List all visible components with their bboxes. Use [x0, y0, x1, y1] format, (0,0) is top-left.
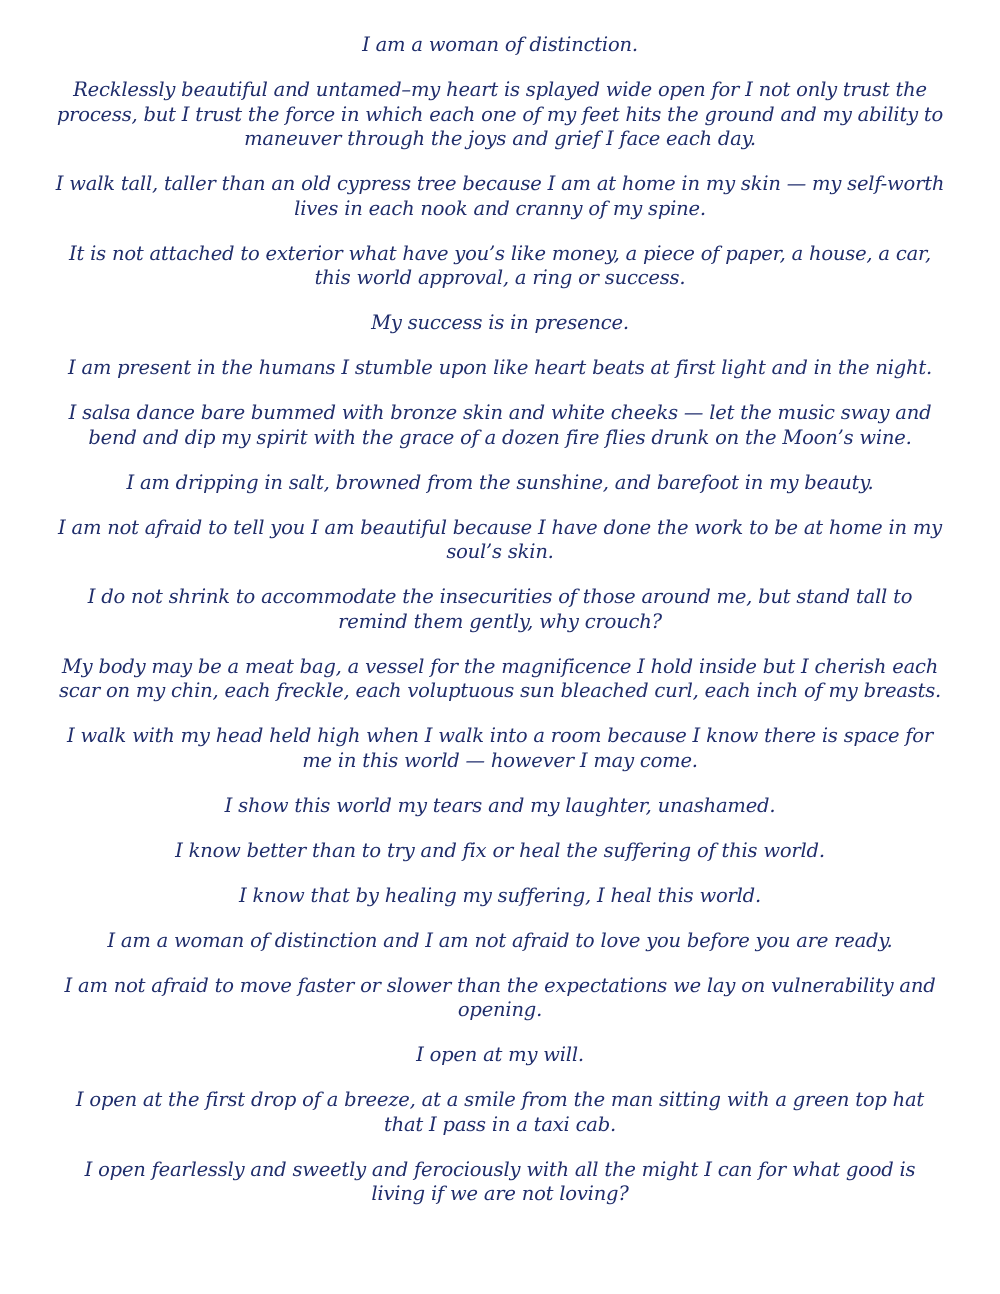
- stanza-20: I open fearlessly and sweetly and ferociously with all the might I can for what good is living if we are not loving?: [84, 1157, 916, 1205]
- stanza-4: It is not attached to exterior what have you’s like money, a piece of paper, a house, a car, this world approval, a ring or success.: [69, 241, 931, 289]
- stanza-12: I walk with my head held high when I walk into a room because I know there is space for me in this world — however I may come.: [67, 724, 933, 772]
- stanza-8: I am dripping in salt, browned from the sunshine, and barefoot in my beauty.: [126, 470, 874, 494]
- stanza-19: I open at the first drop of a breeze, at a smile from the man sitting with a green top hat that I pass in a taxi cab.: [75, 1088, 925, 1136]
- stanza-16: I am a woman of distinction and I am not afraid to love you before you are ready.: [107, 928, 893, 952]
- stanza-11: My body may be a meat bag, a vessel for the magnificence I hold inside but I cherish each scar on my chin, each freckle, each voluptuous sun bleached curl, each inch of my breasts.: [58, 654, 942, 702]
- stanza-9: I am not afraid to tell you I am beautiful because I have done the work to be at home in my soul’s skin.: [58, 515, 942, 563]
- stanza-14: I know better than to try and fix or heal the suffering of this world.: [175, 838, 825, 862]
- stanza-2: Recklessly beautiful and untamed–my heart is splayed wide open for I not only trust the process, but I trust the force in which each one of my feet hits the ground and my ability to maneuver through the joys and grief I face each day.: [56, 78, 944, 150]
- stanza-15: I know that by healing my suffering, I heal this world.: [239, 883, 761, 907]
- stanza-13: I show this world my tears and my laughter, unashamed.: [224, 793, 776, 817]
- stanza-5: My success is in presence.: [371, 311, 629, 334]
- stanza-18: I open at my will.: [416, 1043, 584, 1066]
- stanza-17: I am not afraid to move faster or slower than the expectations we lay on vulnerability and opening.: [64, 973, 936, 1021]
- stanza-3: I walk tall, taller than an old cypress tree because I am at home in my skin — my self-worth lives in each nook and cranny of my spine.: [55, 172, 945, 220]
- stanza-10: I do not shrink to accommodate the insecurities of those around me, but stand tall to remind them gently, why crouch?: [87, 585, 913, 633]
- stanza-6: I am present in the humans I stumble upon like heart beats at first light and in the night.: [67, 356, 933, 379]
- stanza-1: I am a woman of distinction.: [362, 33, 638, 56]
- stanza-7: I salsa dance bare bummed with bronze skin and white cheeks — let the music sway and bend and dip my spirit with the grace of a dozen fire flies drunk on the Moon’s wine.: [68, 401, 932, 449]
